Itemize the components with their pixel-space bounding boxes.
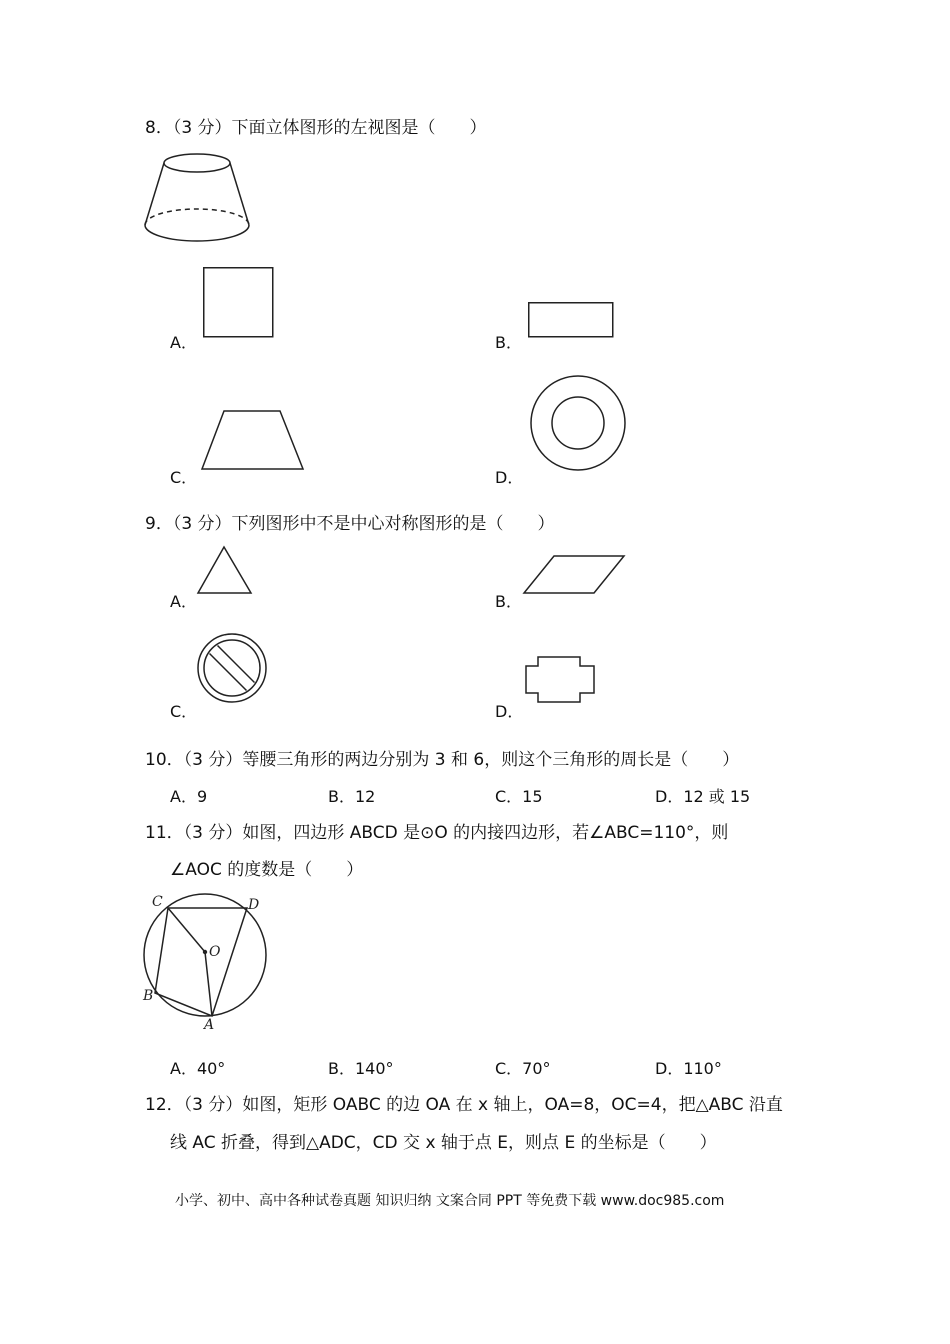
q8-option-c-label: C． — [170, 468, 198, 487]
q10-option-c: C．15 — [495, 787, 543, 806]
square-icon — [203, 267, 275, 339]
triangle-icon — [196, 545, 254, 597]
trapezoid-icon — [200, 408, 306, 472]
q8-option-b-label: B． — [495, 333, 522, 352]
q9-option-c-label: C． — [170, 702, 198, 721]
q9-option-a-label: A． — [170, 592, 197, 611]
label-a: A — [204, 1017, 215, 1033]
q8-option-a-label: A． — [170, 333, 197, 352]
q9-option-d-label: D． — [495, 702, 524, 721]
label-c: C — [152, 894, 163, 910]
no-entry-sign-icon — [196, 632, 270, 706]
q12-stem-line2: 线 AC 折叠，得到△ADC，CD 交 x 轴于点 E，则点 E 的坐标是（ ） — [170, 1133, 717, 1153]
q10-stem: 10．（3 分）等腰三角形的两边分别为 3 和 6，则这个三角形的周长是（ ） — [145, 750, 740, 770]
inscribed-quadrilateral-figure — [138, 890, 273, 1035]
label-d: D — [248, 897, 260, 913]
q8-option-d-label: D． — [495, 468, 524, 487]
footer-text: 小学、初中、高中各种试卷真题 知识归纳 文案合同 PPT 等免费下载 www.doc985.com — [175, 1193, 725, 1209]
q10-option-b: B．12 — [328, 787, 376, 806]
parallelogram-icon — [522, 554, 626, 596]
q11-option-d: D．110° — [655, 1059, 722, 1078]
q11-option-c: C．70° — [495, 1059, 551, 1078]
q9-option-b-label: B． — [495, 592, 522, 611]
annulus-icon — [528, 375, 628, 475]
q11-stem-line1: 11．（3 分）如图，四边形 ABCD 是⊙O 的内接四边形，若∠ABC=110°，则 — [145, 823, 729, 843]
label-b: B — [143, 988, 154, 1004]
frustum-icon — [140, 150, 255, 245]
q8-stem: 8．（3 分）下面立体图形的左视图是（ ） — [145, 118, 487, 138]
label-o: O — [209, 944, 221, 960]
q12-stem-line1: 12．（3 分）如图，矩形 OABC 的边 OA 在 x 轴上，OA=8，OC=4，把△ABC 沿直 — [145, 1095, 783, 1115]
q11-option-a: A．40° — [170, 1059, 226, 1078]
q10-option-a: A．9 — [170, 787, 208, 806]
q9-stem: 9．（3 分）下列图形中不是中心对称图形的是（ ） — [145, 514, 555, 534]
q11-stem-line2: ∠AOC 的度数是（ ） — [170, 860, 364, 880]
q10-option-d: D．12 或 15 — [655, 787, 751, 806]
rectangle-icon — [528, 302, 615, 339]
q11-option-b: B．140° — [328, 1059, 394, 1078]
cross-shape-icon — [524, 655, 596, 705]
